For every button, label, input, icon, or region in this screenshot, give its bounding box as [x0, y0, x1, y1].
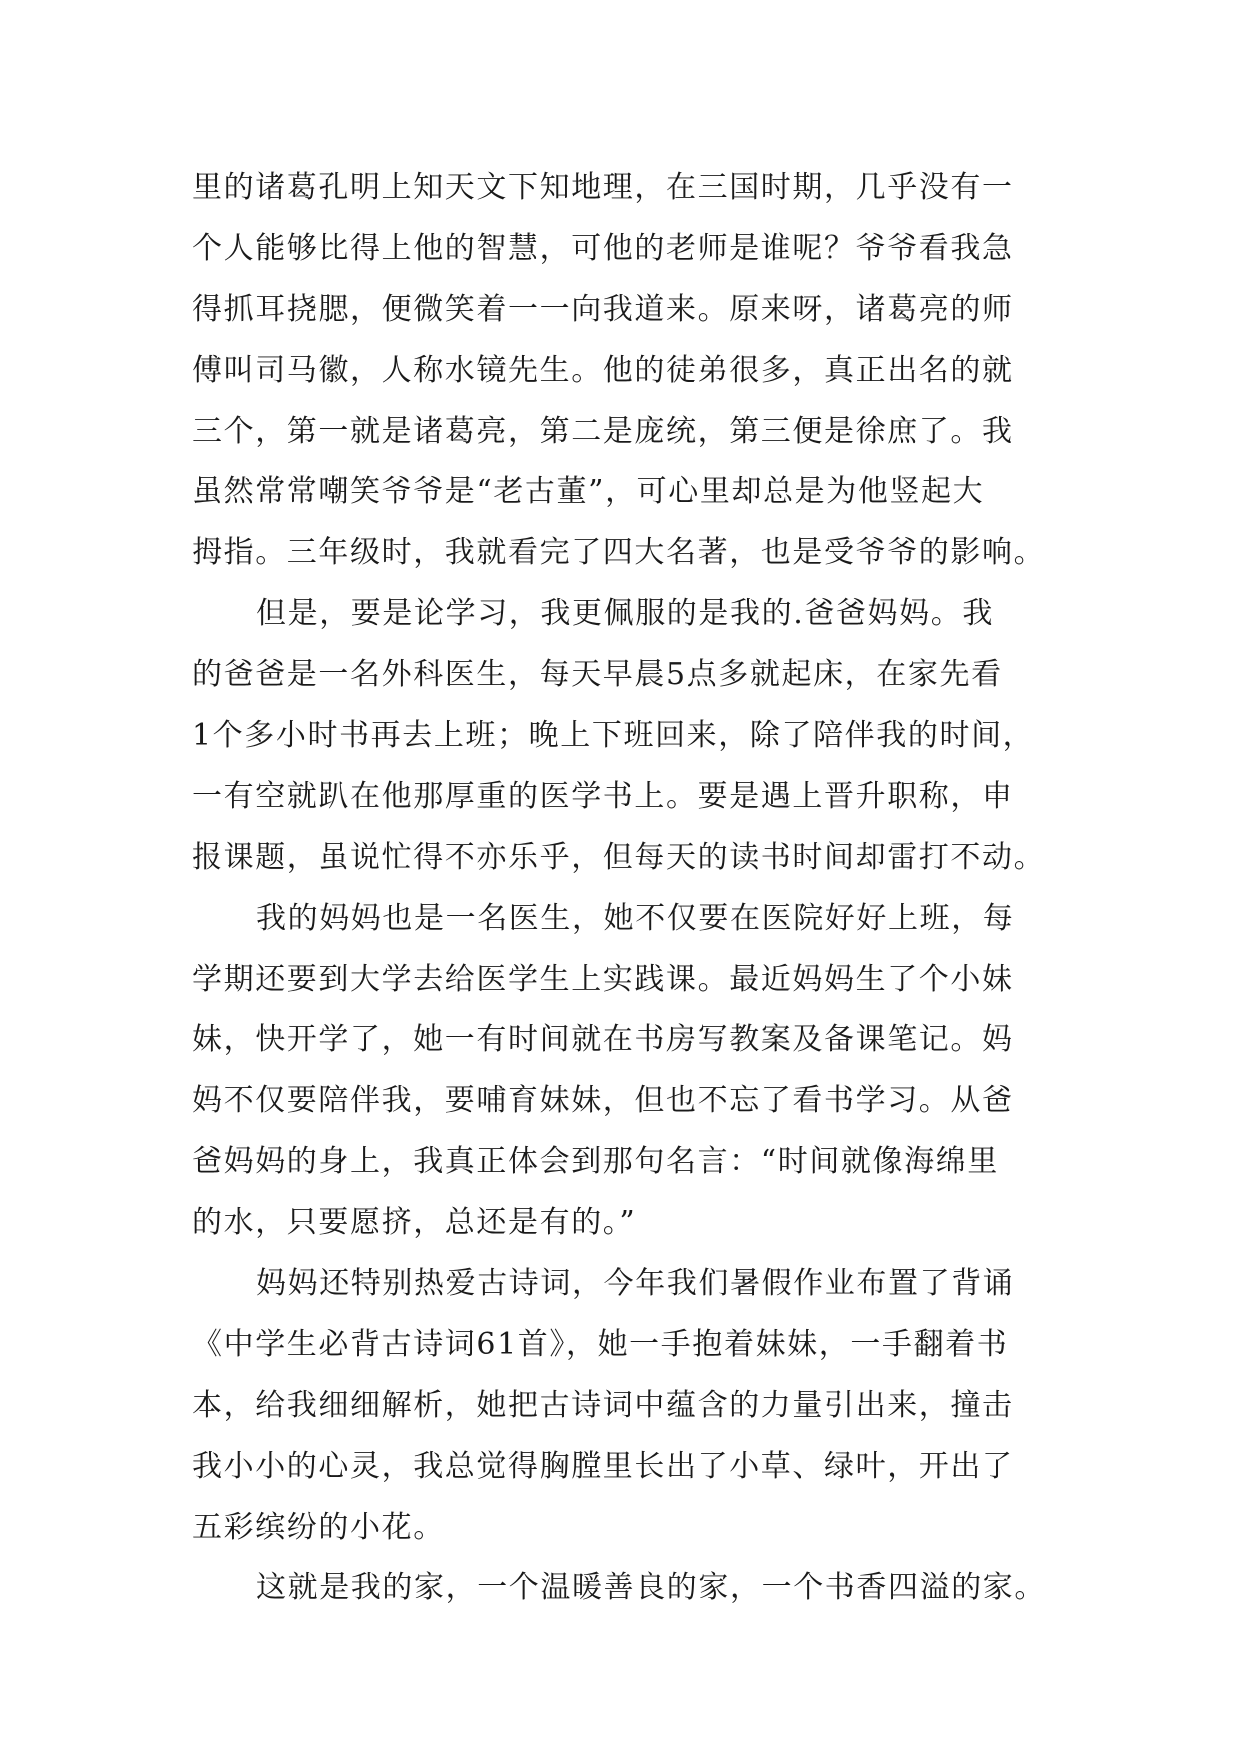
text-line: 拇指。三年级时，我就看完了四大名著，也是受爷爷的影响。 [192, 535, 1046, 571]
text-line: 得抓耳挠腮，便微笑着一一向我道来。原来呀，诸葛亮的师 [192, 291, 1014, 327]
text-line: 学期还要到大学去给医学生上实践课。最近妈妈生了个小妹 [192, 961, 1014, 997]
text-line: 我小小的心灵，我总觉得胸膛里长出了小草、绿叶，开出了 [192, 1448, 1014, 1484]
essay-body [192, 158, 1052, 1619]
text-line: 《中学生必背古诗词61首》，她一手抱着妹妹，一手翻着书 [192, 1326, 1009, 1362]
paragraph-start-line: 我的妈妈也是一名医生，她不仅要在医院好好上班，每 [256, 900, 1015, 936]
text-line: 爸妈妈的身上，我真正体会到那句名言：“时间就像海绵里 [192, 1144, 999, 1180]
text-line: 的爸爸是一名外科医生，每天早晨5点多就起床，在家先看 [192, 657, 1003, 693]
text-line: 三个，第一就是诸葛亮，第二是庞统，第三便是徐庶了。我 [192, 413, 1014, 449]
paragraph-start-line: 这就是我的家，一个温暖善良的家，一个书香四溢的家。 [256, 1570, 1046, 1606]
paragraph-start-line: 妈妈还特别热爱古诗词，今年我们暑假作业布置了背诵 [256, 1266, 1015, 1302]
paragraph-start-line: 但是，要是论学习，我更佩服的是我的.爸爸妈妈。我 [256, 596, 994, 632]
text-line: 的水，只要愿挤，总还是有的。” [192, 1205, 637, 1241]
text-line: 报课题，虽说忙得不亦乐乎，但每天的读书时间却雷打不动。 [192, 839, 1046, 875]
text-line: 一有空就趴在他那厚重的医学书上。要是遇上晋升职称，申 [192, 778, 1014, 814]
text-line: 五彩缤纷的小花。 [192, 1509, 445, 1545]
text-line: 里的诸葛孔明上知天文下知地理，在三国时期，几乎没有一 [192, 170, 1014, 205]
text-line: 个人能够比得上他的智慧，可他的老师是谁呢？爷爷看我急 [192, 230, 1014, 266]
text-line: 妹，快开学了，她一有时间就在书房写教案及备课笔记。妈 [192, 1022, 1014, 1058]
text-line: 妈不仅要陪伴我，要哺育妹妹，但也不忘了看书学习。从爸 [192, 1083, 1014, 1119]
text-line: 虽然常常嘲笑爷爷是“老古董”，可心里却总是为他竖起大 [192, 474, 985, 510]
text-line: 1个多小时书再去上班；晚上下班回来，除了陪伴我的时间， [192, 718, 1035, 754]
text-line: 傅叫司马徽，人称水镜先生。他的徒弟很多，真正出名的就 [192, 352, 1014, 388]
text-line: 本，给我细细解析，她把古诗词中蕴含的力量引出来，撞击 [192, 1387, 1014, 1423]
